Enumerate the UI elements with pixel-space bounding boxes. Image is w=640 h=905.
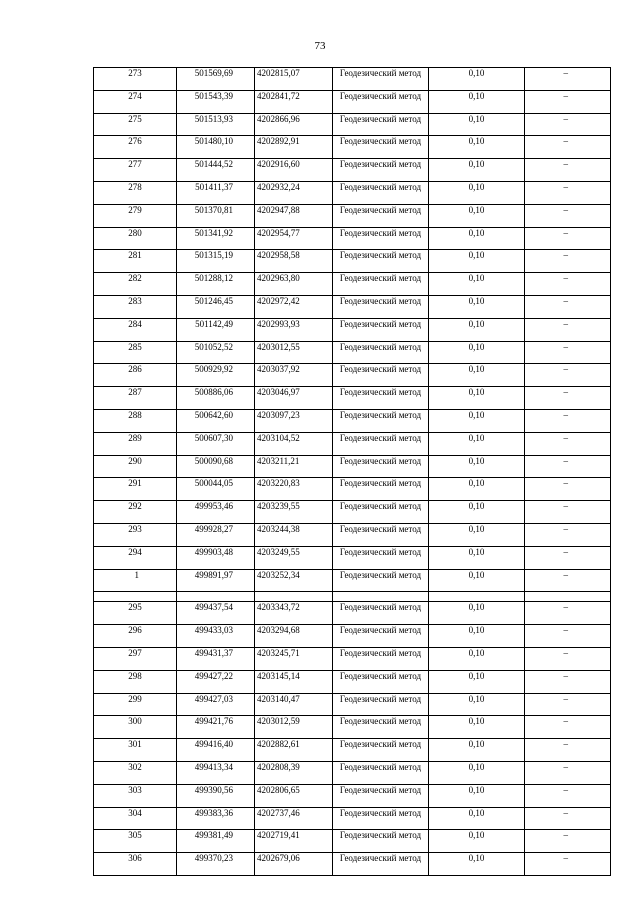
dash-cell: – <box>525 409 611 432</box>
x-coordinate-cell: 501341,92 <box>177 227 255 250</box>
x-coordinate-cell: 499416,40 <box>177 739 255 762</box>
method-cell: Геодезический метод <box>333 478 429 501</box>
method-cell: Геодезический метод <box>333 807 429 830</box>
x-coordinate-cell: 501315,19 <box>177 250 255 273</box>
method-cell: Геодезический метод <box>333 181 429 204</box>
method-cell: Геодезический метод <box>333 68 429 91</box>
y-coordinate-cell: 4203012,59 <box>255 716 333 739</box>
accuracy-cell: 0,10 <box>429 716 525 739</box>
method-cell: Геодезический метод <box>333 295 429 318</box>
x-coordinate-cell: 501288,12 <box>177 273 255 296</box>
y-coordinate-cell: 4202958,58 <box>255 250 333 273</box>
table-row <box>94 647 611 670</box>
x-coordinate-cell: 501444,52 <box>177 159 255 182</box>
table-row <box>94 318 611 341</box>
method-cell: Геодезический метод <box>333 716 429 739</box>
x-coordinate-cell: 499903,48 <box>177 546 255 569</box>
accuracy-cell: 0,10 <box>429 569 525 592</box>
y-coordinate-cell: 4203097,23 <box>255 409 333 432</box>
empty-cell <box>94 592 177 602</box>
x-coordinate-cell: 501246,45 <box>177 295 255 318</box>
table-row <box>94 693 611 716</box>
table-row <box>94 602 611 625</box>
dash-cell: – <box>525 318 611 341</box>
y-coordinate-cell: 4203012,55 <box>255 341 333 364</box>
method-cell: Геодезический метод <box>333 159 429 182</box>
accuracy-cell: 0,10 <box>429 181 525 204</box>
x-coordinate-cell: 501370,81 <box>177 204 255 227</box>
method-cell: Геодезический метод <box>333 387 429 410</box>
point-number-cell: 289 <box>94 432 177 455</box>
accuracy-cell: 0,10 <box>429 227 525 250</box>
point-number-cell: 294 <box>94 546 177 569</box>
accuracy-cell: 0,10 <box>429 523 525 546</box>
y-coordinate-cell: 4203252,34 <box>255 569 333 592</box>
x-coordinate-cell: 500090,68 <box>177 455 255 478</box>
dash-cell: – <box>525 250 611 273</box>
table-row <box>94 761 611 784</box>
dash-cell: – <box>525 273 611 296</box>
point-number-cell: 283 <box>94 295 177 318</box>
accuracy-cell: 0,10 <box>429 546 525 569</box>
y-coordinate-cell: 4203220,83 <box>255 478 333 501</box>
accuracy-cell: 0,10 <box>429 318 525 341</box>
y-coordinate-cell: 4202815,07 <box>255 68 333 91</box>
point-number-cell: 305 <box>94 830 177 853</box>
accuracy-cell: 0,10 <box>429 364 525 387</box>
point-number-cell: 282 <box>94 273 177 296</box>
accuracy-cell: 0,10 <box>429 478 525 501</box>
dash-cell: – <box>525 546 611 569</box>
accuracy-cell: 0,10 <box>429 273 525 296</box>
page-number: 73 <box>314 40 326 52</box>
dash-cell: – <box>525 784 611 807</box>
table-row <box>94 830 611 853</box>
table-row <box>94 387 611 410</box>
table-row <box>94 341 611 364</box>
accuracy-cell: 0,10 <box>429 647 525 670</box>
accuracy-cell: 0,10 <box>429 90 525 113</box>
table-row <box>94 739 611 762</box>
x-coordinate-cell: 501543,39 <box>177 90 255 113</box>
accuracy-cell: 0,10 <box>429 113 525 136</box>
accuracy-cell: 0,10 <box>429 693 525 716</box>
y-coordinate-cell: 4202719,41 <box>255 830 333 853</box>
point-number-cell: 299 <box>94 693 177 716</box>
x-coordinate-cell: 499928,27 <box>177 523 255 546</box>
dash-cell: – <box>525 90 611 113</box>
empty-cell <box>429 592 525 602</box>
point-number-cell: 302 <box>94 761 177 784</box>
point-number-cell: 284 <box>94 318 177 341</box>
table-row <box>94 227 611 250</box>
table-row <box>94 68 611 91</box>
method-cell: Геодезический метод <box>333 569 429 592</box>
coordinates-table <box>93 67 611 876</box>
point-number-cell: 276 <box>94 136 177 159</box>
accuracy-cell: 0,10 <box>429 409 525 432</box>
dash-cell: – <box>525 625 611 648</box>
dash-cell: – <box>525 739 611 762</box>
method-cell: Геодезический метод <box>333 546 429 569</box>
y-coordinate-cell: 4202993,93 <box>255 318 333 341</box>
accuracy-cell: 0,10 <box>429 625 525 648</box>
x-coordinate-cell: 500642,60 <box>177 409 255 432</box>
x-coordinate-cell: 499427,03 <box>177 693 255 716</box>
dash-cell: – <box>525 807 611 830</box>
method-cell: Геодезический метод <box>333 739 429 762</box>
dash-cell: – <box>525 716 611 739</box>
point-number-cell: 1 <box>94 569 177 592</box>
x-coordinate-cell: 499953,46 <box>177 501 255 524</box>
empty-cell <box>333 592 429 602</box>
empty-cell <box>525 592 611 602</box>
accuracy-cell: 0,10 <box>429 341 525 364</box>
point-number-cell: 297 <box>94 647 177 670</box>
x-coordinate-cell: 501052,52 <box>177 341 255 364</box>
dash-cell: – <box>525 693 611 716</box>
method-cell: Геодезический метод <box>333 318 429 341</box>
table-row <box>94 136 611 159</box>
table-row <box>94 478 611 501</box>
point-number-cell: 287 <box>94 387 177 410</box>
accuracy-cell: 0,10 <box>429 250 525 273</box>
y-coordinate-cell: 4203145,14 <box>255 670 333 693</box>
method-cell: Геодезический метод <box>333 647 429 670</box>
point-number-cell: 301 <box>94 739 177 762</box>
table-row <box>94 273 611 296</box>
method-cell: Геодезический метод <box>333 250 429 273</box>
table-row <box>94 432 611 455</box>
point-number-cell: 304 <box>94 807 177 830</box>
dash-cell: – <box>525 670 611 693</box>
separator-row <box>94 592 611 602</box>
accuracy-cell: 0,10 <box>429 670 525 693</box>
table-row <box>94 159 611 182</box>
y-coordinate-cell: 4202808,39 <box>255 761 333 784</box>
method-cell: Геодезический метод <box>333 625 429 648</box>
accuracy-cell: 0,10 <box>429 136 525 159</box>
y-coordinate-cell: 4202932,24 <box>255 181 333 204</box>
accuracy-cell: 0,10 <box>429 295 525 318</box>
method-cell: Геодезический метод <box>333 113 429 136</box>
table-row <box>94 364 611 387</box>
dash-cell: – <box>525 647 611 670</box>
y-coordinate-cell: 4202947,88 <box>255 204 333 227</box>
y-coordinate-cell: 4203239,55 <box>255 501 333 524</box>
method-cell: Геодезический метод <box>333 364 429 387</box>
point-number-cell: 278 <box>94 181 177 204</box>
accuracy-cell: 0,10 <box>429 784 525 807</box>
y-coordinate-cell: 4202806,65 <box>255 784 333 807</box>
dash-cell: – <box>525 478 611 501</box>
y-coordinate-cell: 4202882,61 <box>255 739 333 762</box>
accuracy-cell: 0,10 <box>429 739 525 762</box>
x-coordinate-cell: 501480,10 <box>177 136 255 159</box>
method-cell: Геодезический метод <box>333 670 429 693</box>
point-number-cell: 279 <box>94 204 177 227</box>
table-row <box>94 113 611 136</box>
accuracy-cell: 0,10 <box>429 159 525 182</box>
x-coordinate-cell: 501142,49 <box>177 318 255 341</box>
accuracy-cell: 0,10 <box>429 501 525 524</box>
table-row <box>94 625 611 648</box>
table-row <box>94 569 611 592</box>
point-number-cell: 280 <box>94 227 177 250</box>
point-number-cell: 274 <box>94 90 177 113</box>
method-cell: Геодезический метод <box>333 523 429 546</box>
x-coordinate-cell: 500044,05 <box>177 478 255 501</box>
y-coordinate-cell: 4202892,91 <box>255 136 333 159</box>
method-cell: Геодезический метод <box>333 409 429 432</box>
x-coordinate-cell: 501513,93 <box>177 113 255 136</box>
y-coordinate-cell: 4202963,80 <box>255 273 333 296</box>
x-coordinate-cell: 501411,37 <box>177 181 255 204</box>
table-row <box>94 409 611 432</box>
method-cell: Геодезический метод <box>333 204 429 227</box>
y-coordinate-cell: 4202679,06 <box>255 853 333 876</box>
x-coordinate-cell: 499370,23 <box>177 853 255 876</box>
point-number-cell: 291 <box>94 478 177 501</box>
x-coordinate-cell: 499437,54 <box>177 602 255 625</box>
y-coordinate-cell: 4203245,71 <box>255 647 333 670</box>
dash-cell: – <box>525 295 611 318</box>
accuracy-cell: 0,10 <box>429 602 525 625</box>
point-number-cell: 306 <box>94 853 177 876</box>
dash-cell: – <box>525 602 611 625</box>
dash-cell: – <box>525 341 611 364</box>
accuracy-cell: 0,10 <box>429 761 525 784</box>
accuracy-cell: 0,10 <box>429 68 525 91</box>
dash-cell: – <box>525 761 611 784</box>
empty-cell <box>177 592 255 602</box>
point-number-cell: 303 <box>94 784 177 807</box>
point-number-cell: 288 <box>94 409 177 432</box>
table-row <box>94 250 611 273</box>
table-row <box>94 90 611 113</box>
point-number-cell: 295 <box>94 602 177 625</box>
table-row <box>94 853 611 876</box>
table-row <box>94 455 611 478</box>
y-coordinate-cell: 4202954,77 <box>255 227 333 250</box>
dash-cell: – <box>525 501 611 524</box>
point-number-cell: 273 <box>94 68 177 91</box>
y-coordinate-cell: 4202737,46 <box>255 807 333 830</box>
x-coordinate-cell: 499413,34 <box>177 761 255 784</box>
x-coordinate-cell: 500886,06 <box>177 387 255 410</box>
method-cell: Геодезический метод <box>333 784 429 807</box>
dash-cell: – <box>525 68 611 91</box>
table-row <box>94 181 611 204</box>
y-coordinate-cell: 4203211,21 <box>255 455 333 478</box>
table-row <box>94 295 611 318</box>
y-coordinate-cell: 4203046,97 <box>255 387 333 410</box>
table-row <box>94 716 611 739</box>
x-coordinate-cell: 499390,56 <box>177 784 255 807</box>
y-coordinate-cell: 4202972,42 <box>255 295 333 318</box>
point-number-cell: 290 <box>94 455 177 478</box>
y-coordinate-cell: 4202841,72 <box>255 90 333 113</box>
method-cell: Геодезический метод <box>333 501 429 524</box>
dash-cell: – <box>525 432 611 455</box>
y-coordinate-cell: 4203294,68 <box>255 625 333 648</box>
empty-cell <box>255 592 333 602</box>
x-coordinate-cell: 500607,30 <box>177 432 255 455</box>
point-number-cell: 300 <box>94 716 177 739</box>
x-coordinate-cell: 499383,36 <box>177 807 255 830</box>
method-cell: Геодезический метод <box>333 136 429 159</box>
dash-cell: – <box>525 853 611 876</box>
accuracy-cell: 0,10 <box>429 807 525 830</box>
method-cell: Геодезический метод <box>333 693 429 716</box>
table-row <box>94 807 611 830</box>
method-cell: Геодезический метод <box>333 341 429 364</box>
x-coordinate-cell: 499427,22 <box>177 670 255 693</box>
point-number-cell: 281 <box>94 250 177 273</box>
table-row <box>94 501 611 524</box>
method-cell: Геодезический метод <box>333 602 429 625</box>
accuracy-cell: 0,10 <box>429 455 525 478</box>
dash-cell: – <box>525 830 611 853</box>
table-row <box>94 523 611 546</box>
dash-cell: – <box>525 113 611 136</box>
dash-cell: – <box>525 227 611 250</box>
x-coordinate-cell: 500929,92 <box>177 364 255 387</box>
accuracy-cell: 0,10 <box>429 853 525 876</box>
y-coordinate-cell: 4203343,72 <box>255 602 333 625</box>
method-cell: Геодезический метод <box>333 830 429 853</box>
point-number-cell: 275 <box>94 113 177 136</box>
x-coordinate-cell: 501569,69 <box>177 68 255 91</box>
method-cell: Геодезический метод <box>333 273 429 296</box>
accuracy-cell: 0,10 <box>429 204 525 227</box>
method-cell: Геодезический метод <box>333 455 429 478</box>
point-number-cell: 296 <box>94 625 177 648</box>
point-number-cell: 292 <box>94 501 177 524</box>
accuracy-cell: 0,10 <box>429 830 525 853</box>
y-coordinate-cell: 4203140,47 <box>255 693 333 716</box>
x-coordinate-cell: 499381,49 <box>177 830 255 853</box>
dash-cell: – <box>525 181 611 204</box>
point-number-cell: 298 <box>94 670 177 693</box>
y-coordinate-cell: 4203249,55 <box>255 546 333 569</box>
dash-cell: – <box>525 387 611 410</box>
y-coordinate-cell: 4203244,38 <box>255 523 333 546</box>
table-row <box>94 670 611 693</box>
dash-cell: – <box>525 204 611 227</box>
x-coordinate-cell: 499421,76 <box>177 716 255 739</box>
method-cell: Геодезический метод <box>333 761 429 784</box>
y-coordinate-cell: 4202866,96 <box>255 113 333 136</box>
accuracy-cell: 0,10 <box>429 432 525 455</box>
table-row <box>94 784 611 807</box>
point-number-cell: 286 <box>94 364 177 387</box>
x-coordinate-cell: 499891,97 <box>177 569 255 592</box>
point-number-cell: 285 <box>94 341 177 364</box>
dash-cell: – <box>525 159 611 182</box>
method-cell: Геодезический метод <box>333 227 429 250</box>
method-cell: Геодезический метод <box>333 90 429 113</box>
x-coordinate-cell: 499431,37 <box>177 647 255 670</box>
dash-cell: – <box>525 569 611 592</box>
dash-cell: – <box>525 455 611 478</box>
accuracy-cell: 0,10 <box>429 387 525 410</box>
method-cell: Геодезический метод <box>333 853 429 876</box>
method-cell: Геодезический метод <box>333 432 429 455</box>
x-coordinate-cell: 499433,03 <box>177 625 255 648</box>
y-coordinate-cell: 4202916,60 <box>255 159 333 182</box>
dash-cell: – <box>525 136 611 159</box>
dash-cell: – <box>525 523 611 546</box>
table-row <box>94 546 611 569</box>
y-coordinate-cell: 4203104,52 <box>255 432 333 455</box>
point-number-cell: 277 <box>94 159 177 182</box>
table-row <box>94 204 611 227</box>
y-coordinate-cell: 4203037,92 <box>255 364 333 387</box>
dash-cell: – <box>525 364 611 387</box>
point-number-cell: 293 <box>94 523 177 546</box>
